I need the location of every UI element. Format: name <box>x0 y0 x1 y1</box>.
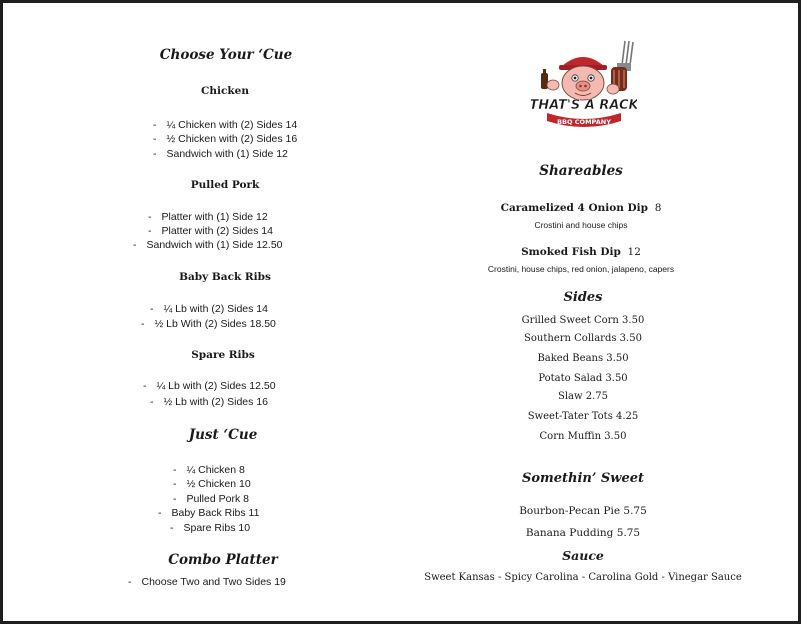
menu-item-caramelized-onion-dip: Caramelized 4 Onion Dip 8 <box>500 202 662 214</box>
section-title-combo-platter: Combo Platter <box>168 552 278 568</box>
menu-item: Baked Beans 3.50 <box>537 353 629 364</box>
menu-item: Banana Pudding 5.75 <box>525 527 641 539</box>
menu-item: - ¼ Chicken 8 <box>173 464 245 476</box>
menu-item-smoked-fish-dip: Smoked Fish Dip 12 <box>521 246 641 258</box>
menu-item: - ½ Chicken with (2) Sides 16 <box>153 133 298 145</box>
menu-item: Grilled Sweet Corn 3.50 <box>521 315 645 326</box>
menu-item: Southern Collards 3.50 <box>524 333 642 344</box>
menu-item: - ¼ Chicken with (2) Sides 14 <box>153 119 298 131</box>
menu-item: Corn Muffin 3.50 <box>539 431 627 442</box>
menu-item: Potato Salad 3.50 <box>538 373 628 384</box>
menu-item: - Platter with (1) Side 12 <box>148 211 268 223</box>
svg-text:THAT'S A RACK: THAT'S A RACK <box>531 98 637 113</box>
menu-item: - Sandwich with (1) Side 12.50 <box>133 239 283 251</box>
menu-item: - Baby Back Ribs 11 <box>158 507 260 519</box>
menu-item: - Platter with (2) Sides 14 <box>148 225 273 237</box>
section-title-just-cue: Just ‘Cue <box>188 427 258 443</box>
menu-item: - ½ Chicken 10 <box>173 478 251 490</box>
menu-item: - ½ Lb with (2) Sides 16 <box>150 396 268 408</box>
menu-page <box>3 3 798 621</box>
section-title-somethin-sweet: Somethin’ Sweet <box>521 471 645 486</box>
menu-item-description: Crostini and house chips <box>534 220 628 230</box>
section-title-shareables: Shareables <box>539 163 623 179</box>
menu-item: - ½ Lb With (2) Sides 18.50 <box>141 318 276 330</box>
section-title-sides: Sides <box>563 290 603 305</box>
sauce-list: Sweet Kansas - Spicy Carolina - Carolina Gold - Vinegar Sauce <box>424 572 742 583</box>
company-logo <box>531 39 637 129</box>
menu-item: - Sandwich with (1) Side 12 <box>153 148 288 160</box>
subsection-title-spare-ribs: Spare Ribs <box>191 349 255 361</box>
subsection-title-chicken: Chicken <box>201 85 249 97</box>
menu-item: Sweet-Tater Tots 4.25 <box>527 411 639 422</box>
menu-item-description: Crostini, house chips, red onion, jalapeno, capers <box>487 264 675 274</box>
menu-item: - ¼ Lb with (2) Sides 12.50 <box>143 380 276 392</box>
subsection-title-baby-back-ribs: Baby Back Ribs <box>179 271 271 283</box>
menu-item: - Spare Ribs 10 <box>170 522 251 534</box>
menu-item: - Pulled Pork 8 <box>173 493 249 505</box>
subsection-title-pulled-pork: Pulled Pork <box>190 179 260 191</box>
menu-item: - Choose Two and Two Sides 19 <box>128 576 286 588</box>
section-title-sauce: Sauce <box>562 548 604 563</box>
menu-item: Slaw 2.75 <box>557 391 609 402</box>
menu-item: - ¼ Lb with (2) Sides 14 <box>150 303 268 315</box>
section-title-choose-your-cue: Choose Your ‘Cue <box>159 47 293 63</box>
menu-item: Bourbon-Pecan Pie 5.75 <box>519 505 647 517</box>
svg-text:BBQ COMPANY: BBQ COMPANY <box>557 118 611 126</box>
